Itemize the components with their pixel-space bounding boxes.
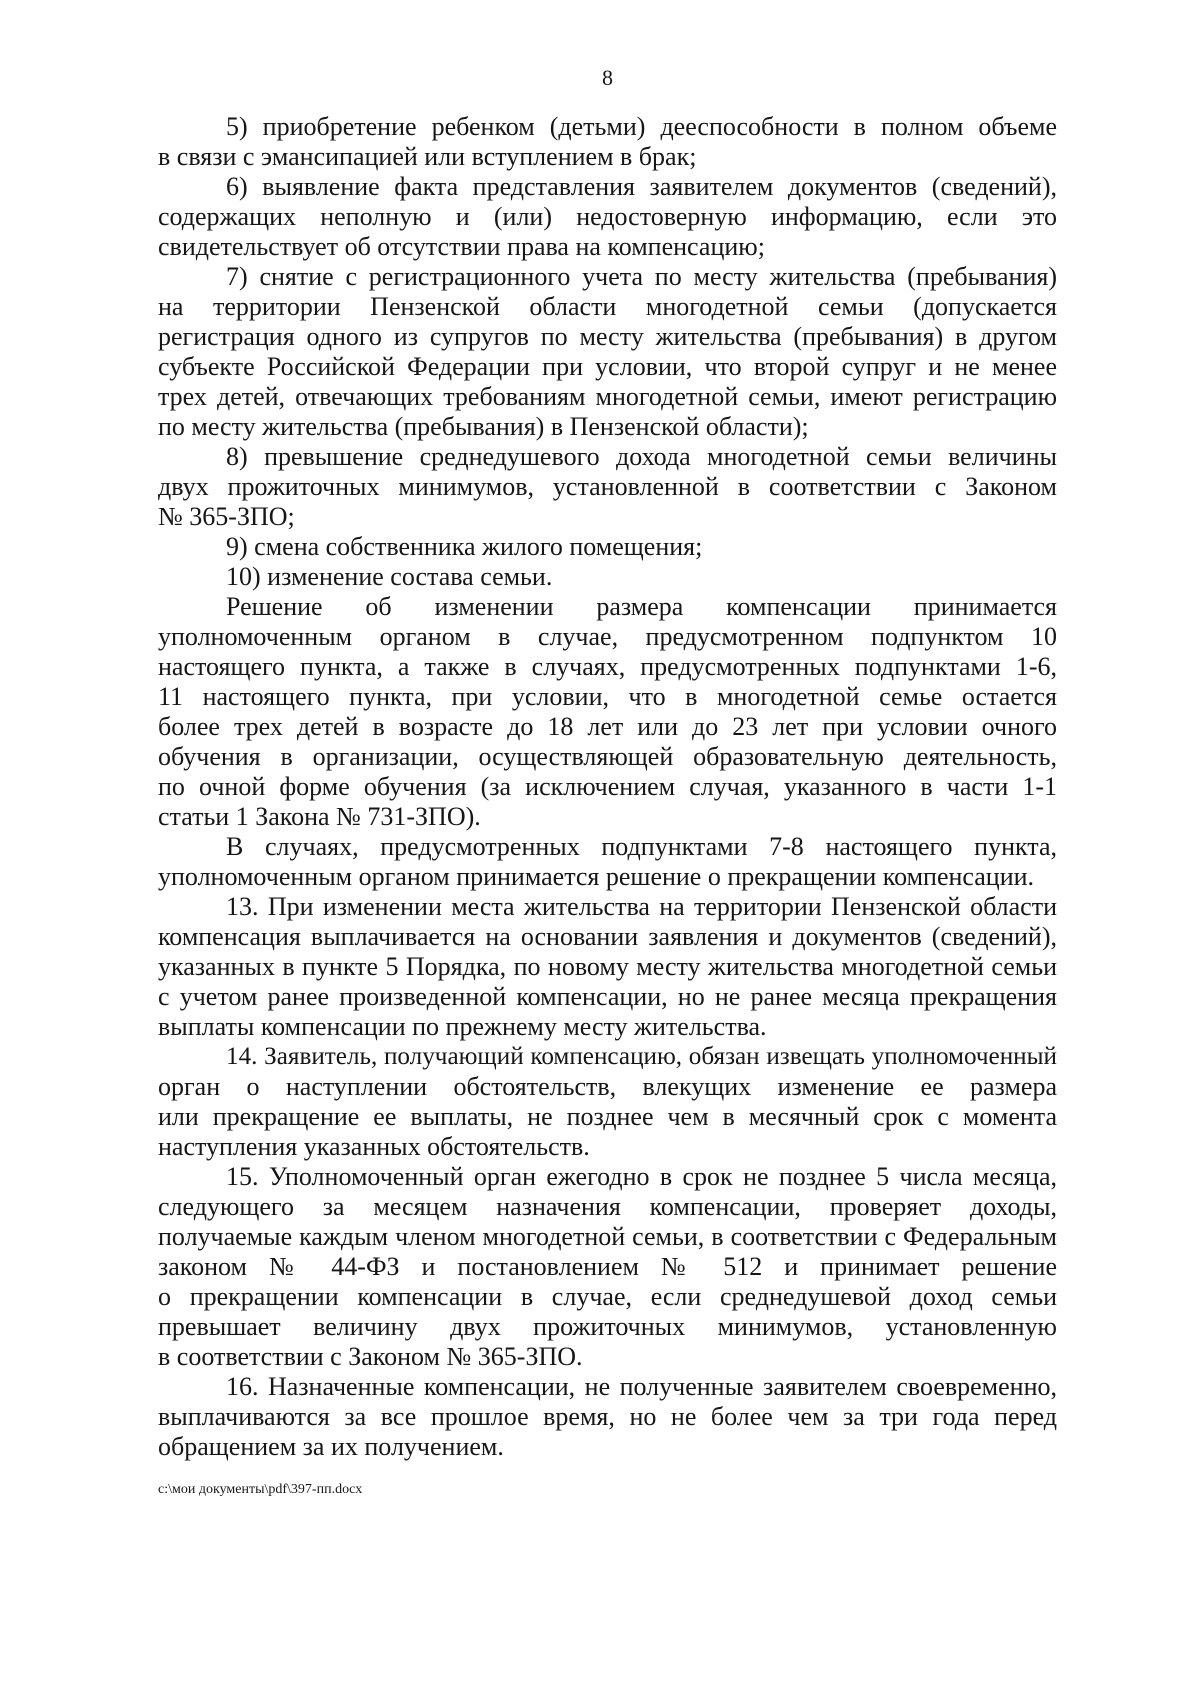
- text-line: по месту жительства (пребывания) в Пензенской области);: [158, 412, 809, 441]
- text-line: обращением за их получением.: [158, 1432, 504, 1461]
- text-line: законом № 44-ФЗ и постановлением № 512 и принимает решение: [158, 1252, 1057, 1281]
- text-line: Решение об изменении размера компенсации принимается: [226, 592, 1057, 621]
- body-text: [158, 112, 1057, 1462]
- paragraph: [158, 112, 1057, 172]
- page-number: 8: [602, 65, 613, 90]
- text-line: регистрация одного из супругов по месту жительства (пребывания) в другом: [158, 322, 1057, 351]
- paragraph: [158, 592, 1057, 832]
- text-line: 7) снятие с регистрационного учета по месту жительства (пребывания): [226, 262, 1057, 291]
- text-line: 8) превышение среднедушевого дохода многодетной семьи величины: [226, 442, 1057, 471]
- text-line: орган о наступлении обстоятельств, влекущих изменение ее размера: [158, 1072, 1057, 1101]
- text-line: 14. Заявитель, получающий компенсацию, обязан извещать уполномоченный: [226, 1043, 1057, 1070]
- text-line: 16. Назначенные компенсации, не полученные заявителем своевременно,: [226, 1372, 1057, 1401]
- paragraph: [158, 1372, 1057, 1462]
- text-line: выплачиваются за все прошлое время, но не более чем за три года перед: [158, 1402, 1057, 1431]
- paragraph: [158, 832, 1057, 892]
- text-line: компенсация выплачивается на основании заявления и документов (сведений),: [158, 922, 1057, 951]
- text-line: следующего за месяцем назначения компенсации, проверяет доходы,: [158, 1192, 1057, 1221]
- paragraph: [158, 1042, 1057, 1162]
- text-line: 13. При изменении места жительства на территории Пензенской области: [226, 892, 1057, 921]
- paragraph: [158, 532, 1057, 562]
- text-line: субъекте Российской Федерации при условии, что второй супруг и не менее: [158, 352, 1057, 381]
- paragraph: [158, 172, 1057, 262]
- text-line: уполномоченным органом в случае, предусмотренном подпунктом 10: [158, 622, 1057, 651]
- text-line: 9) смена собственника жилого помещения;: [226, 532, 703, 561]
- text-line: по очной форме обучения (за исключением случая, указанного в части 1-1: [158, 772, 1057, 801]
- paragraph: [158, 1162, 1057, 1372]
- text-line: 10) изменение состава семьи.: [226, 562, 553, 591]
- text-line: обучения в организации, осуществляющей образовательную деятельность,: [158, 742, 1057, 771]
- text-line: трех детей, отвечающих требованиям многодетной семьи, имеют регистрацию: [158, 382, 1057, 411]
- text-line: в связи с эмансипацией или вступлением в брак;: [158, 142, 697, 171]
- text-line: 6) выявление факта представления заявителем документов (сведений),: [226, 172, 1057, 201]
- text-line: превышает величину двух прожиточных минимумов, установленную: [158, 1312, 1057, 1341]
- text-line: более трех детей в возрасте до 18 лет или до 23 лет при условии очного: [158, 712, 1057, 741]
- text-line: 11 настоящего пункта, при условии, что в многодетной семье остается: [158, 682, 1057, 711]
- text-line: содержащих неполную и (или) недостоверную информацию, если это: [158, 202, 1057, 231]
- footer-file-path: c:\мои документы\pdf\397-пп.docx: [158, 1482, 363, 1497]
- text-line: статьи 1 Закона № 731-ЗПО).: [158, 802, 481, 831]
- text-line: с учетом ранее произведенной компенсации, но не ранее месяца прекращения: [158, 982, 1057, 1011]
- paragraph: [158, 442, 1057, 532]
- paragraph: [158, 892, 1057, 1042]
- text-line: двух прожиточных минимумов, установленной в соответствии с Законом: [158, 472, 1057, 501]
- text-line: свидетельствует об отсутствии права на компенсацию;: [158, 232, 765, 261]
- text-line: указанных в пункте 5 Порядка, по новому месту жительства многодетной семьи: [158, 952, 1057, 981]
- text-line: В случаях, предусмотренных подпунктами 7-8 настоящего пункта,: [226, 832, 1057, 861]
- text-line: наступления указанных обстоятельств.: [158, 1132, 590, 1161]
- text-line: настоящего пункта, а также в случаях, предусмотренных подпунктами 1-6,: [158, 652, 1057, 681]
- text-line: в соответствии с Законом № 365-ЗПО.: [158, 1342, 583, 1371]
- paragraph: [158, 562, 1057, 592]
- text-line: о прекращении компенсации в случае, если среднедушевой доход семьи: [158, 1282, 1057, 1311]
- text-line: уполномоченным органом принимается решение о прекращении компенсации.: [158, 862, 1035, 891]
- text-line: получаемые каждым членом многодетной семьи, в соответствии с Федеральным: [158, 1222, 1057, 1251]
- text-line: или прекращение ее выплаты, не позднее чем в месячный срок с момента: [158, 1102, 1057, 1131]
- text-line: 5) приобретение ребенком (детьми) дееспособности в полном объеме: [226, 112, 1057, 141]
- text-line: № 365-ЗПО;: [158, 502, 295, 531]
- text-line: 15. Уполномоченный орган ежегодно в срок не позднее 5 числа месяца,: [226, 1162, 1057, 1191]
- text-line: на территории Пензенской области многодетной семьи (допускается: [158, 292, 1057, 321]
- paragraph: [158, 262, 1057, 442]
- text-line: выплаты компенсации по прежнему месту жительства.: [158, 1012, 767, 1041]
